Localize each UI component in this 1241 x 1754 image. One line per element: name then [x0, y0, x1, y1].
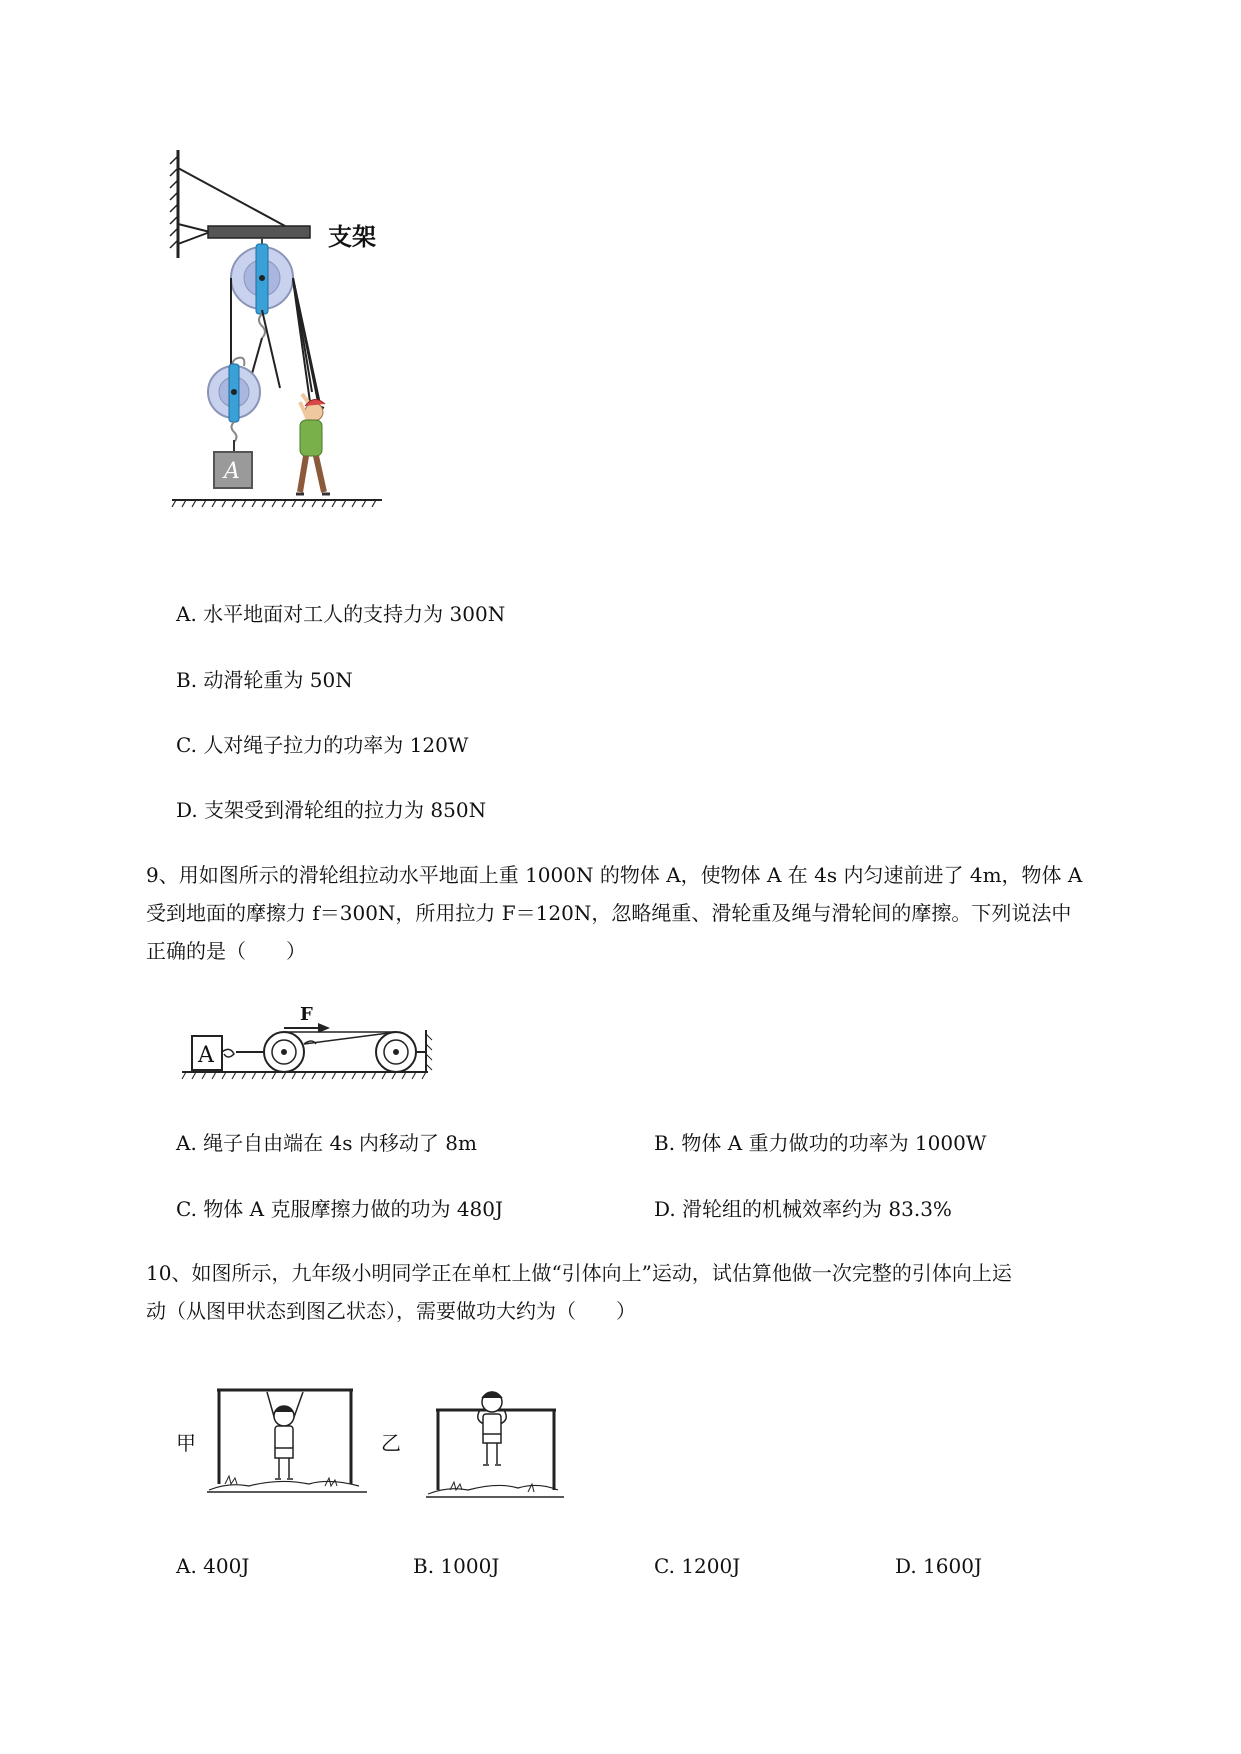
q9-line-2: 受到地面的摩擦力 f＝300N，所用拉力 F＝120N，忽略绳重、滑轮重及绳与滑轮间的摩擦。下列说法中: [146, 901, 1072, 925]
horizontal-pulley-drawing: [180, 1000, 440, 1090]
option-text: 动滑轮重为 50N: [203, 668, 353, 692]
block-a-label: A: [224, 459, 240, 484]
option-text: 400J: [203, 1554, 250, 1578]
worker-figure: [296, 394, 330, 494]
bracket-bar: [208, 226, 310, 238]
q8-option-b: [176, 668, 353, 692]
figure-label-jia: 甲: [176, 1431, 196, 1455]
option-key: D.: [654, 1197, 676, 1221]
q10-line-2: 动（从图甲状态到图乙状态），需要做功大约为（ ）: [146, 1299, 636, 1323]
figure-pullup-yi: [420, 1380, 570, 1505]
figure-pulley-bracket: [150, 140, 450, 570]
option-text: 滑轮组的机械效率约为 83.3%: [682, 1197, 952, 1221]
q10-option-b: [413, 1554, 499, 1578]
option-key: A.: [176, 1131, 197, 1155]
pullup-yi-drawing: [420, 1380, 570, 1505]
pulley-bracket-drawing: [150, 140, 450, 570]
q9-option-c: [176, 1197, 503, 1221]
q10-line-1: 10、如图所示，九年级小明同学正在单杠上做“引体向上”运动，试估算他做一次完整的引体向上运: [146, 1261, 1012, 1285]
figure-horizontal-pulley: [180, 1000, 440, 1090]
option-key: D.: [176, 798, 198, 822]
option-text: 支架受到滑轮组的拉力为 850N: [204, 798, 487, 822]
q9-option-b: [654, 1131, 986, 1155]
option-text: 1000J: [440, 1554, 500, 1578]
option-text: 物体 A 克服摩擦力做的功为 480J: [203, 1197, 504, 1221]
option-key: C.: [654, 1554, 675, 1578]
q10-option-a: [176, 1554, 249, 1578]
option-text: 1600J: [923, 1554, 982, 1578]
q9-line-1: 9、用如图所示的滑轮组拉动水平地面上重 1000N 的物体 A，使物体 A 在 4s 内匀速前进了 4m，物体 A: [146, 863, 1083, 887]
q9-option-a: [176, 1131, 477, 1155]
option-text: 人对绳子拉力的功率为 120W: [203, 733, 469, 757]
force-label: F: [300, 1004, 313, 1025]
option-key: C.: [176, 733, 197, 757]
q8-option-d: [176, 798, 486, 822]
q9-stem: [146, 856, 1156, 970]
q9-line-3: 正确的是（ ）: [146, 939, 306, 963]
option-text: 水平地面对工人的支持力为 300N: [203, 602, 506, 626]
block-a-label: A: [198, 1043, 214, 1068]
q8-option-a: [176, 602, 505, 626]
student-figure: [478, 1392, 507, 1465]
student-figure: [267, 1392, 303, 1479]
q8-option-c: [176, 733, 468, 757]
option-key: B.: [413, 1554, 435, 1578]
bracket-label: 支架: [328, 223, 376, 251]
option-key: D.: [895, 1554, 917, 1578]
figure-label-yi: 乙: [381, 1431, 401, 1455]
q10-stem: [146, 1254, 1156, 1330]
q10-option-d: [895, 1554, 982, 1578]
option-key: A.: [176, 602, 197, 626]
option-key: C.: [176, 1197, 197, 1221]
q9-option-d: [654, 1197, 952, 1221]
q10-option-c: [654, 1554, 740, 1578]
option-key: A.: [176, 1554, 197, 1578]
option-text: 绳子自由端在 4s 内移动了 8m: [203, 1131, 477, 1155]
pullup-jia-drawing: [205, 1380, 375, 1505]
option-text: 1200J: [681, 1554, 741, 1578]
figure-pullup-jia: [205, 1380, 375, 1505]
option-key: B.: [654, 1131, 676, 1155]
option-text: 物体 A 重力做功的功率为 1000W: [681, 1131, 987, 1155]
option-key: B.: [176, 668, 198, 692]
